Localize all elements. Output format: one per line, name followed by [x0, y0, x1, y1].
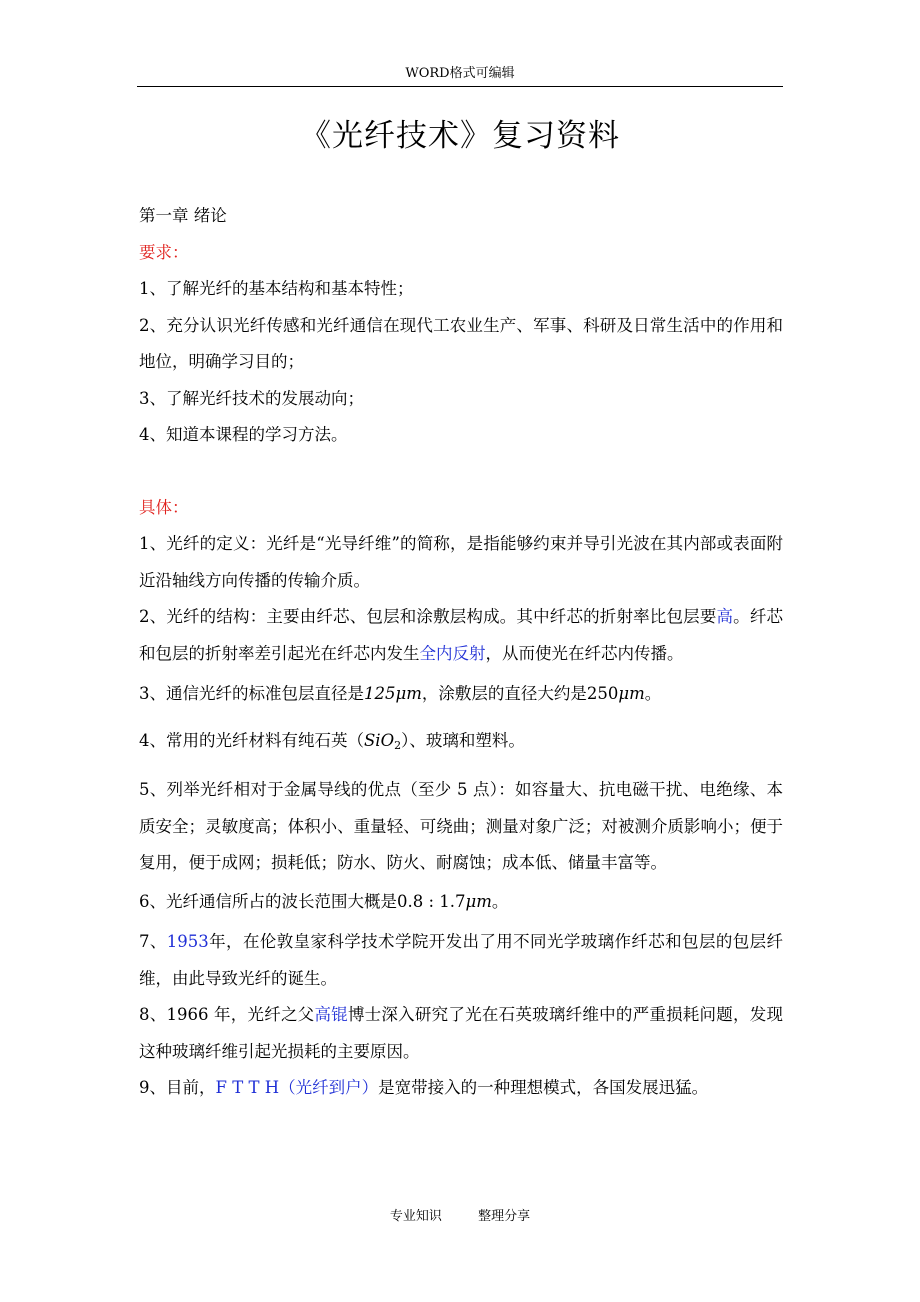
document-title: 《光纤技术》复习资料	[300, 118, 620, 154]
detail-item-1: 1、光纤的定义：光纤是“光导纤维”的简称，是指能够约束并导引光波在其内部或表面附近沿轴线方向传播的传输介质。	[139, 534, 783, 590]
math-expression: μm	[618, 684, 645, 703]
detail-item-4: 4、常用的光纤材料有纯石英（SiO2）、玻璃和塑料。	[139, 730, 525, 752]
detail-item-3: 3、通信光纤的标准包层直径是125μm，涂敷层的直径大约是250μm。	[139, 684, 662, 703]
requirement-item: 3、了解光纤技术的发展动向；	[139, 388, 364, 408]
highlight-text: F T T H（光纤到户）	[215, 1078, 379, 1097]
footer-left: 专业知识	[389, 1209, 442, 1224]
requirements-heading: 要求：	[139, 242, 189, 262]
footer-right: 整理分享	[478, 1209, 531, 1224]
spacer	[139, 454, 783, 490]
subscript: 2	[394, 738, 402, 752]
highlight-text: 高锟	[314, 1005, 348, 1024]
document-body	[139, 198, 783, 1107]
page-footer	[0, 1205, 920, 1224]
detail-item-8: 8、1966 年，光纤之父高锟博士深入研究了光在石英玻璃纤维中的严重损耗问题，发现这种玻璃纤维引起光损耗的主要原因。	[139, 1005, 784, 1061]
highlight-text: 1953	[166, 932, 209, 951]
highlight-text: 高	[716, 607, 734, 626]
chapter-heading: 第一章 绪论	[139, 206, 227, 225]
requirement-item: 4、知道本课程的学习方法。	[139, 425, 348, 444]
requirement-item: 2、充分认识光纤传感和光纤通信在现代工农业生产、军事、科研及日常生活中的作用和地位，明确学习目的；	[139, 315, 783, 371]
detail-item-7: 7、1953年，在伦敦皇家科学技术学院开发出了用不同光学玻璃作纤芯和包层的包层纤维，由此导致光纤的诞生。	[139, 932, 784, 988]
detail-item-2: 2、光纤的结构：主要由纤芯、包层和涂敷层构成。其中纤芯的折射率比包层要高。纤芯和包层的折射率差引起光在纤芯内发生全内反射，从而使光在纤芯内传播。	[139, 607, 784, 663]
math-expression: 125μm	[364, 684, 422, 703]
math-expression: SiO	[364, 730, 395, 750]
math-expression: μm	[465, 891, 492, 911]
page-header: WORD格式可编辑	[137, 64, 783, 87]
detail-item-6: 6、光纤通信所占的波长范围大概是0.8 : 1.7μm。	[139, 891, 509, 911]
details-heading: 具体：	[139, 497, 189, 517]
detail-item-5: 5、列举光纤相对于金属导线的优点（至少 5 点）：如容量大、抗电磁干扰、电绝缘、本质安全；灵敏度高；体积小、重量轻、可绕曲；测量对象广泛；对被测介质影响小；便于复用，便于成网；损耗低；防水、防火、耐腐蚀；成本低、储量丰富等。	[139, 780, 783, 872]
requirement-item: 1、了解光纤的基本结构和基本特性；	[139, 279, 414, 298]
highlight-text: 全内反射	[419, 643, 486, 663]
detail-item-9: 9、目前，F T T H（光纤到户）是宽带接入的一种理想模式，各国发展迅猛。	[139, 1078, 709, 1097]
